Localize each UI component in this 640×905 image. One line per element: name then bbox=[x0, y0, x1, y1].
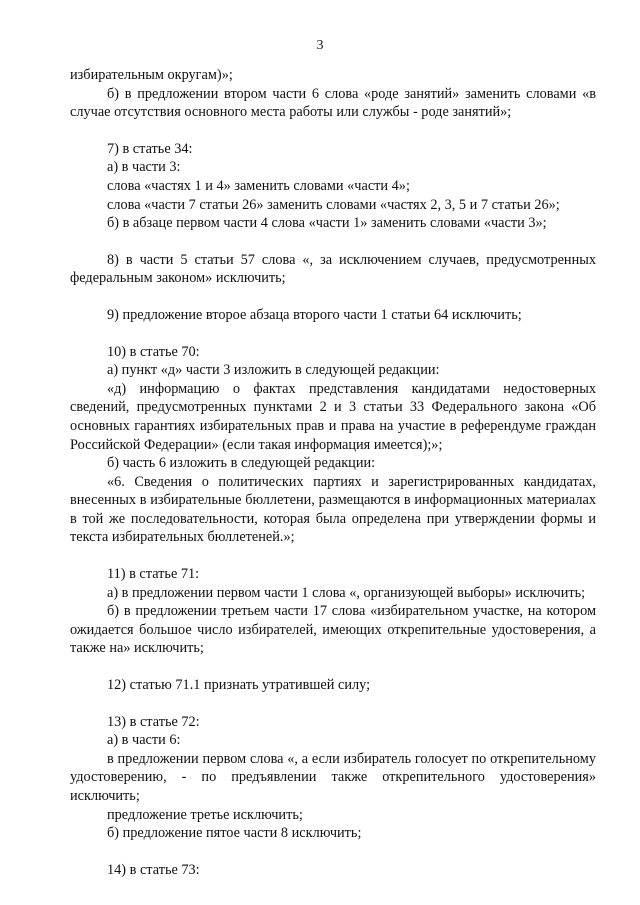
paragraph: слова «частях 1 и 4» заменить словами «части 4»; bbox=[107, 177, 410, 194]
paragraph: б) в абзаце первом части 4 слова «части 1» заменить словами «части 3»; bbox=[107, 215, 547, 232]
paragraph: 14) в статье 73: bbox=[107, 861, 200, 878]
paragraph: 7) в статье 34: bbox=[107, 140, 193, 157]
paragraph: 9) предложение второе абзаца второго части 1 статьи 64 исключить; bbox=[107, 306, 522, 323]
paragraph: «д) информацию о фактах представления кандидатами недостоверных сведений, предусмотренных пунктами 2 и 3 статьи 33 Федерального закона «Об основных гарантиях избирательных прав и права на участие в референдуме граждан Российской Федерации» (если такая информация имеется);»; bbox=[70, 380, 596, 453]
paragraph: а) в части 3: bbox=[107, 159, 181, 176]
page-number: 3 bbox=[316, 38, 324, 53]
paragraph-gap bbox=[70, 695, 596, 713]
paragraph: б) в предложении втором части 6 слова «роде занятий» заменить словами «в случае отсутствия основного места работы или службы - роде занятий»; bbox=[70, 85, 596, 121]
paragraph-gap bbox=[70, 547, 596, 565]
paragraph-gap bbox=[70, 658, 596, 676]
paragraph: б) предложение пятое части 8 исключить; bbox=[107, 825, 362, 842]
paragraph-gap bbox=[70, 325, 596, 343]
paragraph: «6. Сведения о политических партиях и зарегистрированных кандидатах, внесенных в избирательные бюллетени, размещаются в информационных материалах в той же последовательности, которая была определена при утверждении формы и текста избирательных бюллетеней.»; bbox=[70, 473, 596, 546]
paragraph: 8) в части 5 статьи 57 слова «, за исключением случаев, предусмотренных федеральным законом» исключить; bbox=[70, 251, 596, 287]
paragraph: б) в предложении третьем части 17 слова «избирательном участке, на котором ожидается большое число избирателей, имеющих открепительные удостоверения, а также на» исключить; bbox=[70, 603, 596, 657]
paragraph: 12) статью 71.1 признать утратившей силу; bbox=[107, 677, 371, 694]
paragraph: слова «части 7 статьи 26» заменить словами «частях 2, 3, 5 и 7 статьи 26»; bbox=[107, 196, 560, 213]
document-body bbox=[70, 66, 596, 879]
paragraph-gap bbox=[70, 122, 596, 140]
paragraph: избирательным округам)»; bbox=[70, 67, 233, 83]
paragraph: предложение третье исключить; bbox=[107, 806, 303, 823]
paragraph: а) в предложении первом части 1 слова «, организующей выборы» исключить; bbox=[107, 584, 586, 601]
paragraph-gap bbox=[70, 288, 596, 306]
paragraph: б) часть 6 изложить в следующей редакции: bbox=[107, 455, 376, 472]
paragraph: 11) в статье 71: bbox=[107, 566, 200, 583]
paragraph: в предложении первом слова «, а если избиратель голосует по открепительному удостоверению, - по предъявлении также открепительного удостоверения» исключить; bbox=[70, 750, 596, 804]
paragraph: а) в части 6: bbox=[107, 732, 181, 749]
paragraph: 10) в статье 70: bbox=[107, 343, 200, 360]
paragraph-gap bbox=[70, 843, 596, 861]
paragraph-gap bbox=[70, 233, 596, 251]
paragraph: 13) в статье 72: bbox=[107, 713, 200, 730]
paragraph: а) пункт «д» части 3 изложить в следующей редакции: bbox=[107, 362, 440, 379]
